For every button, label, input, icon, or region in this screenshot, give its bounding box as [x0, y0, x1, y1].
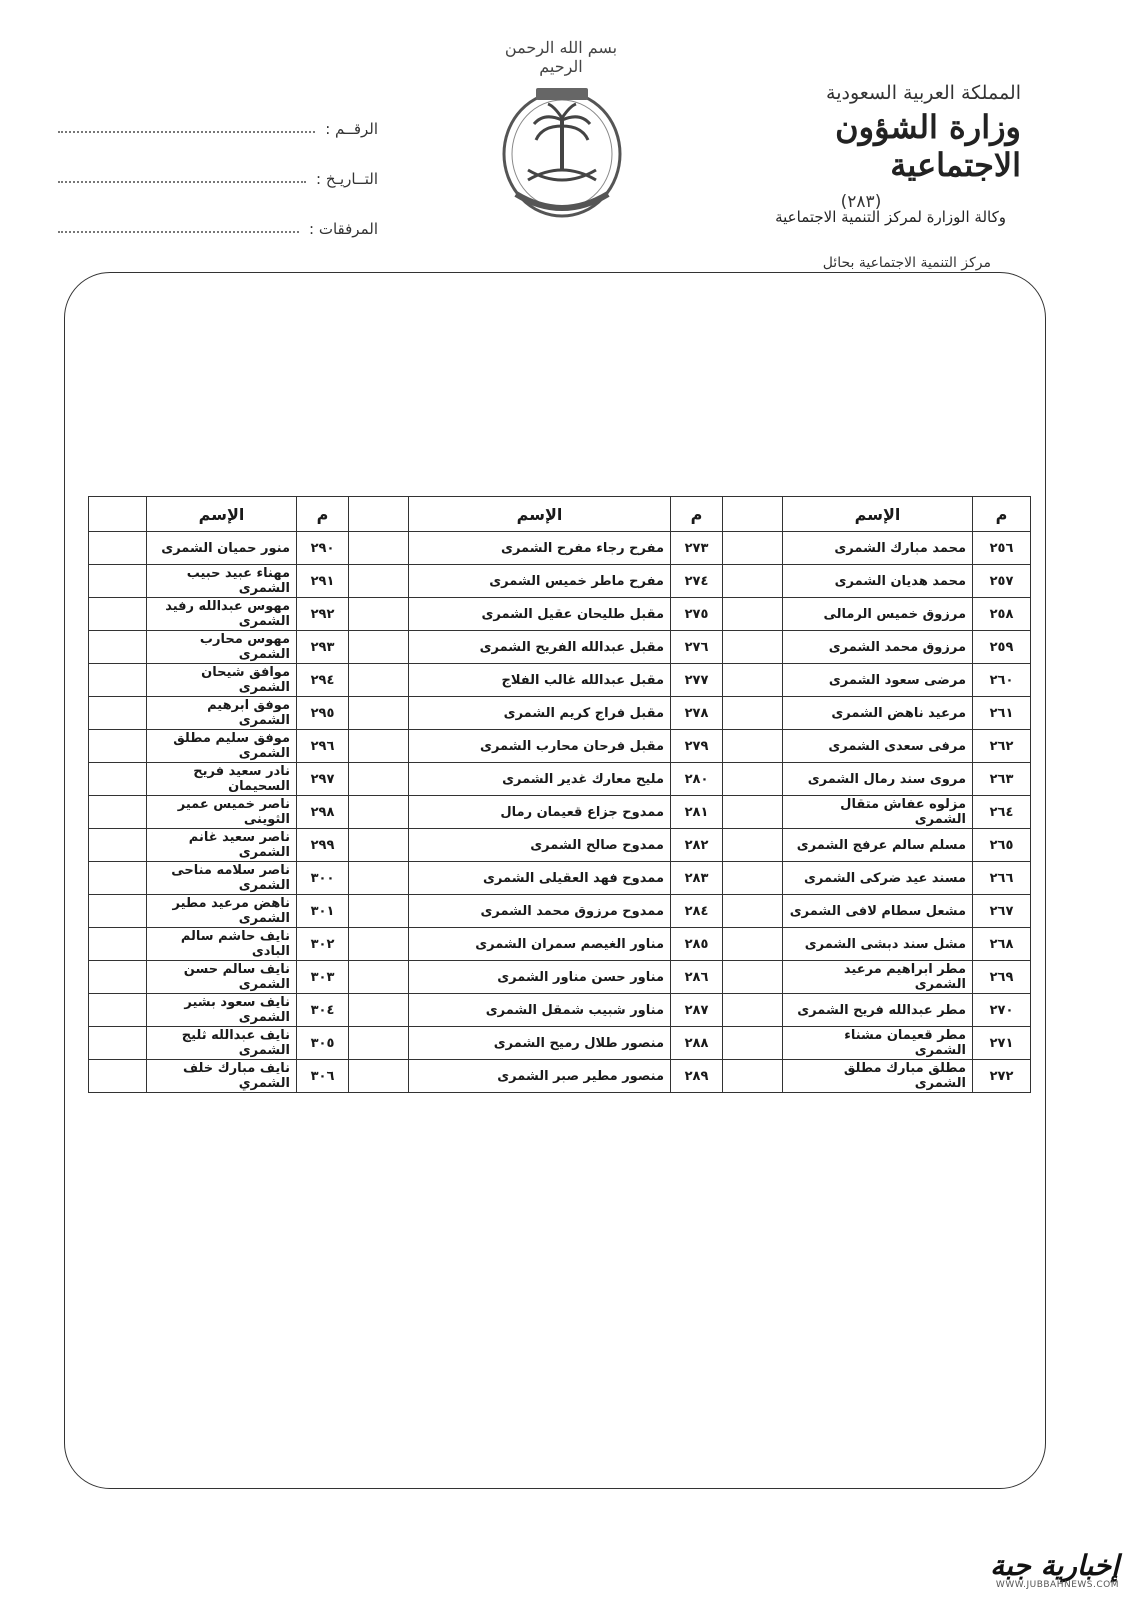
table-row [89, 730, 1031, 763]
row-number: ٢٨٦ [671, 961, 723, 994]
row-number: ٢٧٤ [671, 565, 723, 598]
table-row [89, 532, 1031, 565]
table-row [89, 697, 1031, 730]
row-number: ٣٠٤ [297, 994, 349, 1027]
row-number: ٢٧٥ [671, 598, 723, 631]
row-number: ٢٦٥ [973, 829, 1031, 862]
row-number: ٢٩٨ [297, 796, 349, 829]
person-name: منور حميان الشمرى [147, 532, 297, 565]
empty-cell [349, 697, 409, 730]
header-num: م [671, 497, 723, 532]
row-number: ٢٧٠ [973, 994, 1031, 1027]
person-name: ناهض مرعيد مطير الشمرى [147, 895, 297, 928]
row-number: ٢٦٠ [973, 664, 1031, 697]
person-name: ممدوح صالح الشمرى [409, 829, 671, 862]
row-number: ٢٦٦ [973, 862, 1031, 895]
person-name: مهوس محارب الشمرى [147, 631, 297, 664]
empty-cell [89, 862, 147, 895]
person-name: مقبل فرحان محارب الشمرى [409, 730, 671, 763]
table-row [89, 895, 1031, 928]
person-name: محمد هديان الشمرى [783, 565, 973, 598]
empty-cell [723, 730, 783, 763]
empty-cell [89, 796, 147, 829]
empty-cell [723, 664, 783, 697]
empty-cell [349, 565, 409, 598]
person-name: ممدوح فهد العقيلى الشمرى [409, 862, 671, 895]
person-name: مشعل سطام لافى الشمرى [783, 895, 973, 928]
empty-cell [723, 598, 783, 631]
person-name: مزلوه عفاش متقال الشمرى [783, 796, 973, 829]
empty-cell [723, 961, 783, 994]
row-number: ٢٨٠ [671, 763, 723, 796]
empty-cell [89, 1060, 147, 1093]
row-number: ٢٦٤ [973, 796, 1031, 829]
person-name: نايف سالم حسن الشمرى [147, 961, 297, 994]
row-number: ٢٩١ [297, 565, 349, 598]
row-number: ٢٩٣ [297, 631, 349, 664]
empty-cell [349, 928, 409, 961]
empty-cell [723, 1027, 783, 1060]
person-name: ممدوح جزاع قعيمان رمال [409, 796, 671, 829]
row-number: ٢٩٢ [297, 598, 349, 631]
empty-cell [89, 961, 147, 994]
date-field [58, 162, 378, 188]
row-number: ٣٠٣ [297, 961, 349, 994]
person-name: مرزوق محمد الشمرى [783, 631, 973, 664]
row-number: ٢٥٨ [973, 598, 1031, 631]
empty-cell [349, 1027, 409, 1060]
row-number: ٢٨٧ [671, 994, 723, 1027]
person-name: مرعيد ناهض الشمرى [783, 697, 973, 730]
empty-cell [349, 664, 409, 697]
names-table [88, 496, 1031, 1093]
row-number: ٢٥٦ [973, 532, 1031, 565]
empty-cell [349, 730, 409, 763]
attachments-label: المرفقات : [309, 220, 378, 238]
empty-cell [89, 994, 147, 1027]
table-row [89, 664, 1031, 697]
empty-cell [723, 1060, 783, 1093]
row-number: ٣٠٦ [297, 1060, 349, 1093]
empty-cell [349, 532, 409, 565]
date-dotted-line [58, 181, 306, 183]
person-name: مسند عيد ضركى الشمرى [783, 862, 973, 895]
header-gap [723, 497, 783, 532]
empty-cell [723, 862, 783, 895]
table-row [89, 598, 1031, 631]
person-name: مرفى سعدى الشمرى [783, 730, 973, 763]
empty-cell [349, 763, 409, 796]
person-name: ممدوح مرزوق محمد الشمرى [409, 895, 671, 928]
person-name: ناصر خميس عمير الثوينى [147, 796, 297, 829]
table-row [89, 565, 1031, 598]
date-label: التــاريـخ : [316, 170, 378, 188]
empty-cell [349, 961, 409, 994]
row-number: ٣٠٥ [297, 1027, 349, 1060]
empty-cell [723, 565, 783, 598]
table-row [89, 862, 1031, 895]
person-name: مليح معارك غدير الشمرى [409, 763, 671, 796]
empty-cell [723, 763, 783, 796]
person-name: منصور طلال رميح الشمرى [409, 1027, 671, 1060]
row-number: ٢٧٨ [671, 697, 723, 730]
empty-cell [89, 598, 147, 631]
empty-cell [723, 994, 783, 1027]
person-name: مفرح ماطر خميس الشمرى [409, 565, 671, 598]
empty-cell [723, 697, 783, 730]
header-num: م [973, 497, 1031, 532]
row-number: ٣٠٢ [297, 928, 349, 961]
row-number: ٢٩٩ [297, 829, 349, 862]
empty-cell [349, 994, 409, 1027]
person-name: مشل سند دبشى الشمرى [783, 928, 973, 961]
person-name: مسلم سالم عرفج الشمرى [783, 829, 973, 862]
row-number: ٢٧٦ [671, 631, 723, 664]
row-number: ٢٦٧ [973, 895, 1031, 928]
empty-cell [89, 1027, 147, 1060]
watermark [990, 1549, 1119, 1590]
table-row [89, 763, 1031, 796]
empty-cell [349, 1060, 409, 1093]
table-header-row [89, 497, 1031, 532]
document-code: (٢٨٣) [840, 192, 882, 212]
number-label: الرقــم : [325, 120, 378, 138]
row-number: ٢٦١ [973, 697, 1031, 730]
row-number: ٢٨٩ [671, 1060, 723, 1093]
person-name: نايف سعود بشير الشمرى [147, 994, 297, 1027]
ministry-name: وزارة الشؤون الاجتماعية [835, 108, 1021, 184]
person-name: موفق ابرهيم الشمرى [147, 697, 297, 730]
table-row [89, 829, 1031, 862]
empty-cell [723, 928, 783, 961]
header-name: الإسم [783, 497, 973, 532]
table-row [89, 1027, 1031, 1060]
empty-cell [723, 796, 783, 829]
table-row [89, 1060, 1031, 1093]
empty-cell [89, 565, 147, 598]
attachments-field [58, 212, 378, 238]
header-name: الإسم [409, 497, 671, 532]
row-number: ٢٨٢ [671, 829, 723, 862]
person-name: نادر سعيد فريح السحيمان [147, 763, 297, 796]
person-name: مناور حسن مناور الشمرى [409, 961, 671, 994]
number-dotted-line [58, 131, 315, 133]
row-number: ٢٩٧ [297, 763, 349, 796]
empty-cell [89, 763, 147, 796]
kingdom-name: المملكة العربية السعودية [826, 82, 1021, 104]
header-name: الإسم [147, 497, 297, 532]
watermark-url: WWW.JUBBAHNEWS.COM [995, 1580, 1119, 1590]
person-name: مناور شبيب شمقل الشمرى [409, 994, 671, 1027]
person-name: مطر ابراهيم مرعيد الشمرى [783, 961, 973, 994]
empty-cell [723, 829, 783, 862]
saudi-emblem-icon [492, 82, 632, 222]
row-number: ٢٩٤ [297, 664, 349, 697]
empty-cell [723, 532, 783, 565]
header-gap [349, 497, 409, 532]
person-name: منصور مطير صبر الشمرى [409, 1060, 671, 1093]
row-number: ٢٩٦ [297, 730, 349, 763]
empty-cell [723, 631, 783, 664]
row-number: ٢٧٧ [671, 664, 723, 697]
person-name: مرزوق خميس الرمالى [783, 598, 973, 631]
attachments-dotted-line [58, 231, 299, 233]
empty-cell [349, 895, 409, 928]
person-name: مطلق مبارك مطلق الشمرى [783, 1060, 973, 1093]
row-number: ٢٧٢ [973, 1060, 1031, 1093]
person-name: نايف عبدالله ثليج الشمرى [147, 1027, 297, 1060]
agency-name: وكالة الوزارة لمركز التنمية الاجتماعية [775, 208, 1006, 226]
empty-cell [723, 895, 783, 928]
table-row [89, 928, 1031, 961]
header-gap [89, 497, 147, 532]
empty-cell [349, 598, 409, 631]
empty-cell [349, 631, 409, 664]
row-number: ٢٧١ [973, 1027, 1031, 1060]
row-number: ٢٨٥ [671, 928, 723, 961]
empty-cell [89, 697, 147, 730]
row-number: ٢٩٥ [297, 697, 349, 730]
person-name: نايف مبارك خلف الشمري [147, 1060, 297, 1093]
empty-cell [89, 895, 147, 928]
row-number: ٣٠١ [297, 895, 349, 928]
table-row [89, 994, 1031, 1027]
person-name: ناصر سلامه مناحى الشمرى [147, 862, 297, 895]
row-number: ٢٦٣ [973, 763, 1031, 796]
row-number: ٢٨٨ [671, 1027, 723, 1060]
row-number: ٢٥٧ [973, 565, 1031, 598]
row-number: ٣٠٠ [297, 862, 349, 895]
person-name: مقبل فراج كريم الشمرى [409, 697, 671, 730]
person-name: مطر قعيمان مشناء الشمرى [783, 1027, 973, 1060]
row-number: ٢٥٩ [973, 631, 1031, 664]
empty-cell [89, 532, 147, 565]
person-name: مفرح رجاء مفرح الشمرى [409, 532, 671, 565]
empty-cell [89, 631, 147, 664]
watermark-logo: إخبارية جبة [990, 1549, 1119, 1582]
row-number: ٢٨١ [671, 796, 723, 829]
empty-cell [89, 664, 147, 697]
empty-cell [89, 928, 147, 961]
person-name: مطر عبدالله فريح الشمرى [783, 994, 973, 1027]
row-number: ٢٨٤ [671, 895, 723, 928]
person-name: موافق شيحان الشمرى [147, 664, 297, 697]
table-row [89, 796, 1031, 829]
empty-cell [89, 730, 147, 763]
empty-cell [349, 862, 409, 895]
row-number: ٢٦٢ [973, 730, 1031, 763]
row-number: ٢٧٣ [671, 532, 723, 565]
row-number: ٢٦٨ [973, 928, 1031, 961]
person-name: مروى سند رمال الشمرى [783, 763, 973, 796]
row-number: ٢٦٩ [973, 961, 1031, 994]
person-name: نايف حاشم سالم البادى [147, 928, 297, 961]
person-name: موفق سليم مطلق الشمرى [147, 730, 297, 763]
person-name: محمد مبارك الشمرى [783, 532, 973, 565]
table-row [89, 961, 1031, 994]
person-name: مهناء عبيد حبيب الشمرى [147, 565, 297, 598]
basmala-text: بسم الله الرحمن الرحيم [504, 38, 618, 76]
header-num: م [297, 497, 349, 532]
person-name: مقبل طليحان عقيل الشمرى [409, 598, 671, 631]
person-name: مهوس عبدالله رفيد الشمرى [147, 598, 297, 631]
person-name: مقبل عبدالله غالب الفلاج [409, 664, 671, 697]
table-row [89, 631, 1031, 664]
center-name: مركز التنمية الاجتماعية بحائل [822, 255, 991, 271]
row-number: ٢٩٠ [297, 532, 349, 565]
person-name: مقبل عبدالله الفريح الشمرى [409, 631, 671, 664]
ministry-header [701, 82, 1021, 212]
empty-cell [349, 829, 409, 862]
row-number: ٢٧٩ [671, 730, 723, 763]
empty-cell [349, 796, 409, 829]
empty-cell [89, 829, 147, 862]
person-name: مناور الغيصم سمران الشمرى [409, 928, 671, 961]
row-number: ٢٨٣ [671, 862, 723, 895]
number-field [58, 112, 378, 138]
person-name: ناصر سعيد غانم الشمرى [147, 829, 297, 862]
person-name: مرضى سعود الشمرى [783, 664, 973, 697]
